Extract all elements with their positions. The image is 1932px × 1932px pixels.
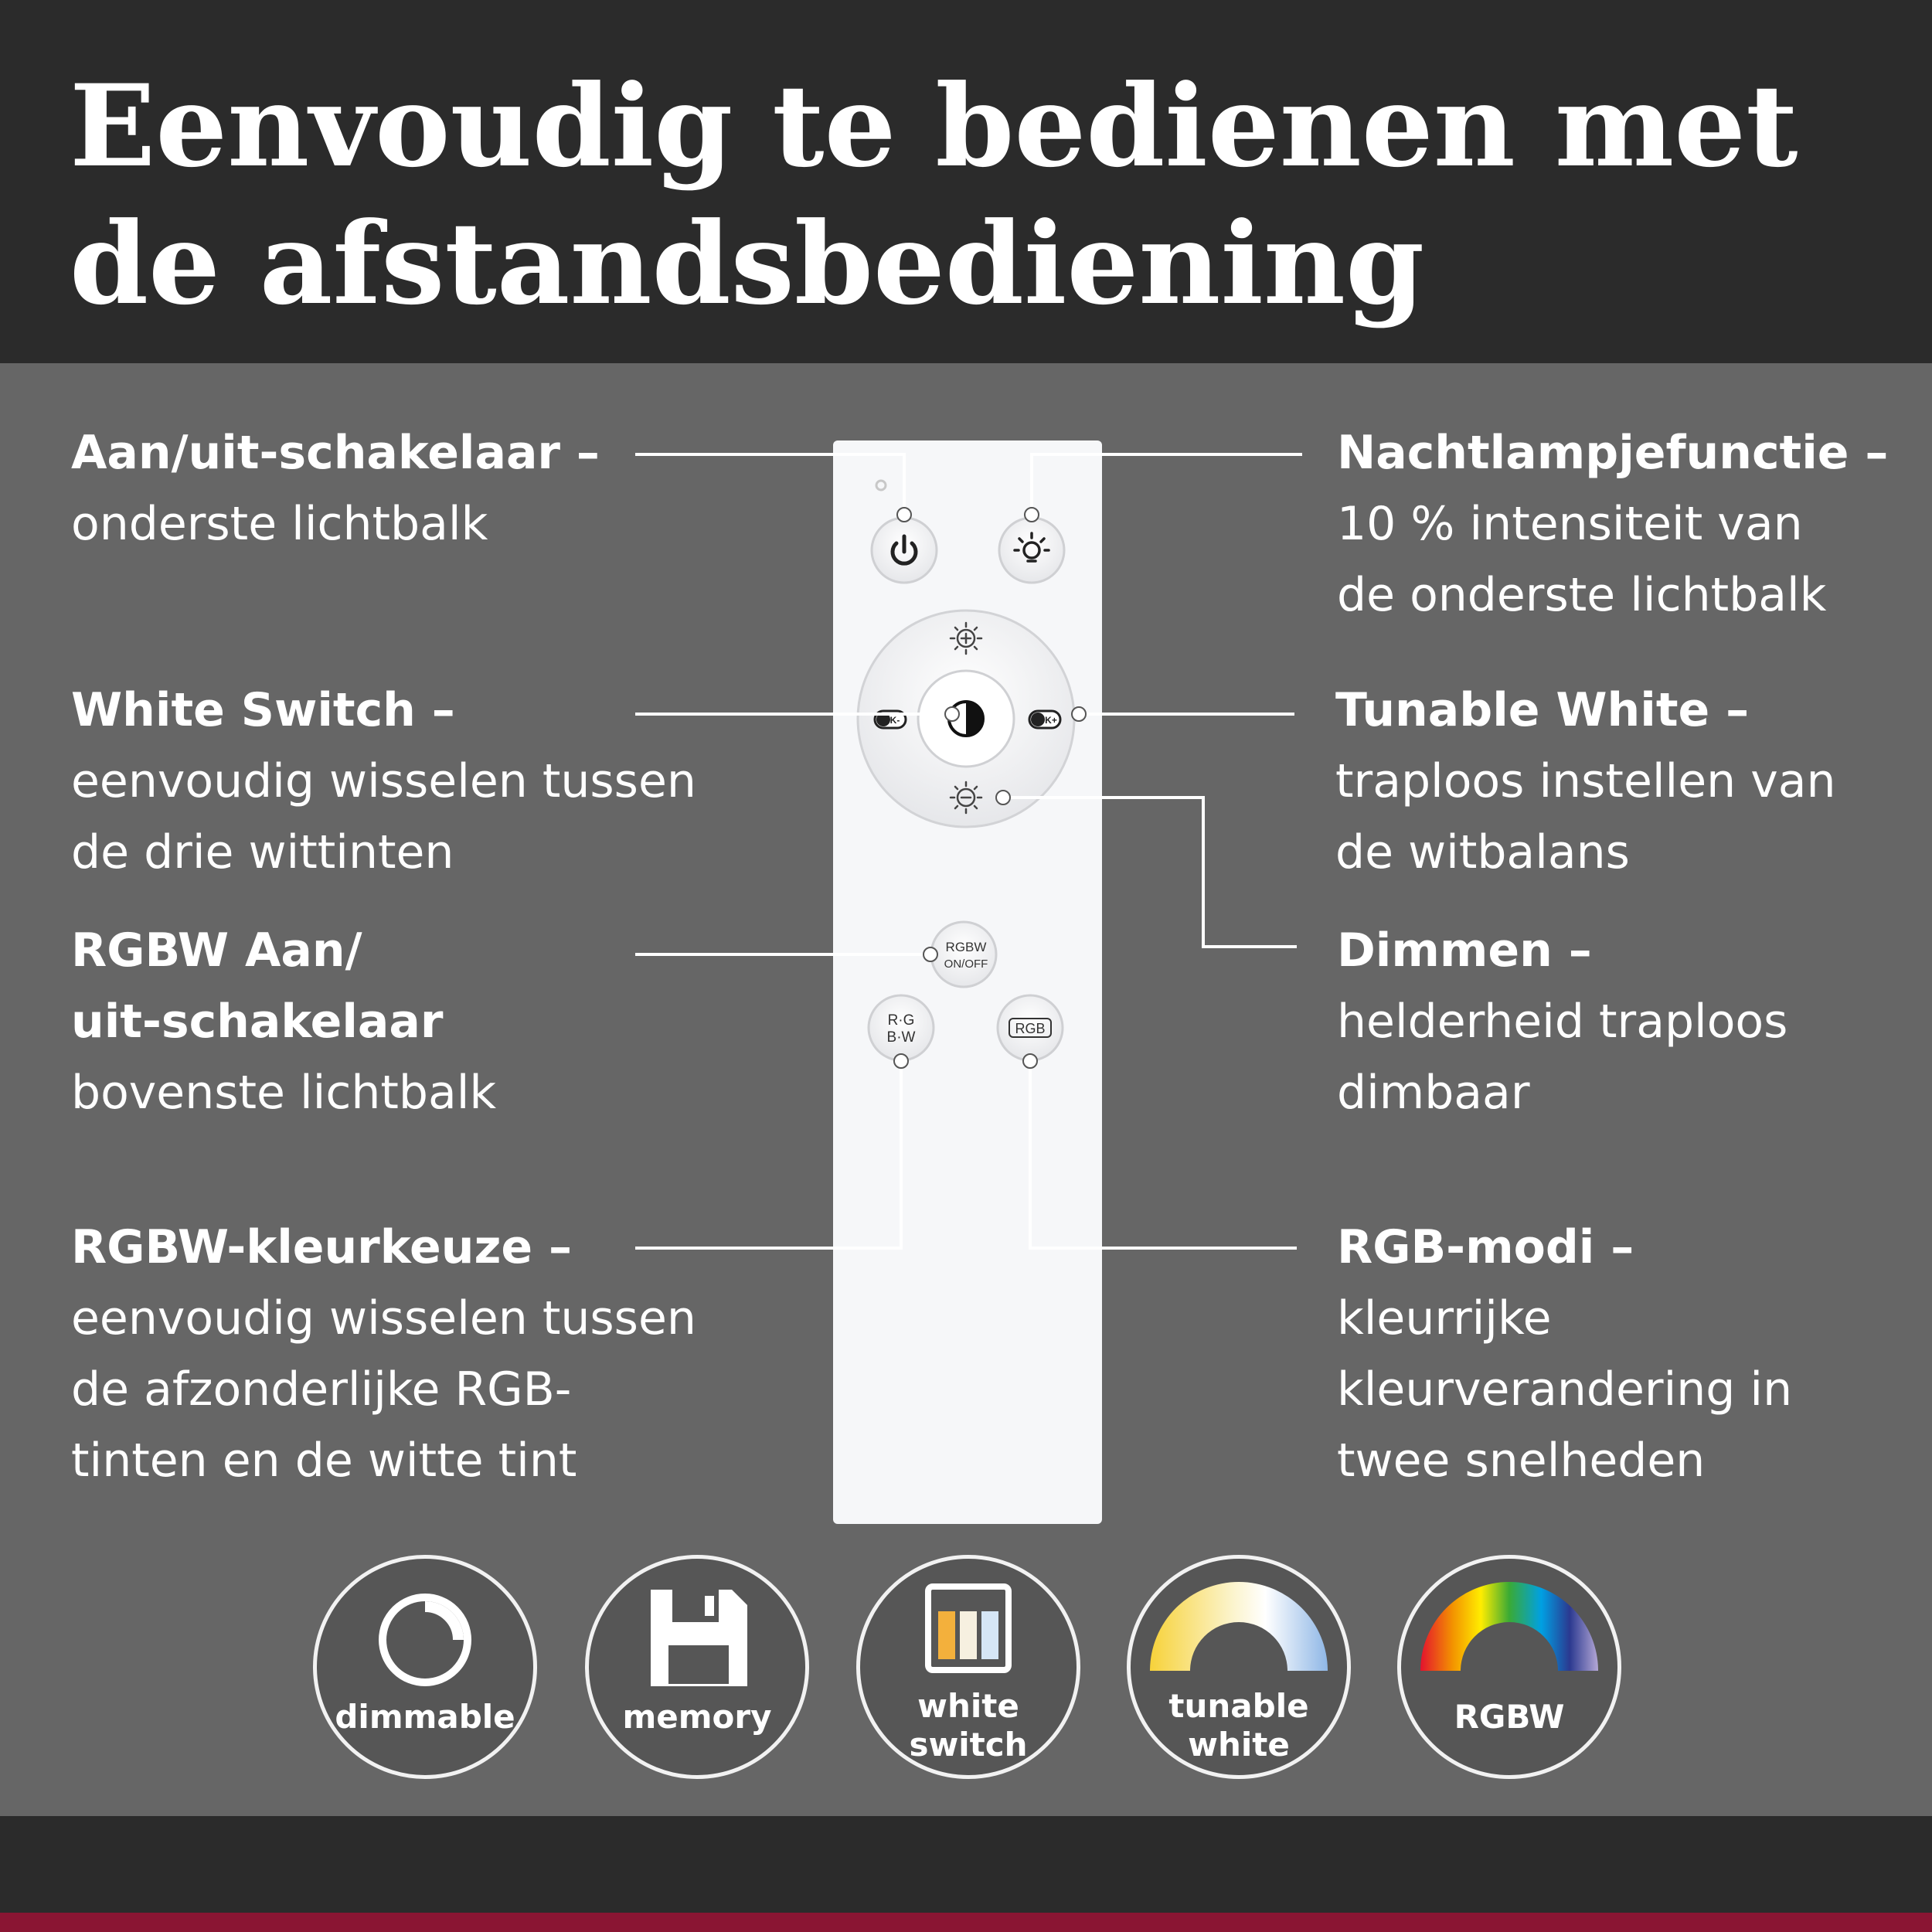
rgbw-color-label-bottom: B·W [886, 1029, 916, 1046]
leader-night [1032, 454, 1302, 515]
callout-tunable-desc: traploos instellen van de witbalans [1335, 754, 1836, 879]
badge-memory [585, 1555, 809, 1779]
callout-tunable-title: Tunable White – [1335, 683, 1750, 737]
callout-white-switch-desc: eenvoudig wisselen tussen de drie wittinten [71, 754, 696, 879]
leader-rgbw-color [635, 1061, 901, 1248]
rgbw-color-button[interactable] [869, 995, 934, 1060]
callout-rgb-modi-title: RGB-modi – [1337, 1220, 1634, 1274]
rgbw-onoff-label-top: RGBW [945, 940, 987, 954]
rgbw-rainbow-arc-icon [1401, 1559, 1617, 1775]
brightness-up-button[interactable] [951, 623, 981, 654]
leader-rgb-modi [1030, 1061, 1297, 1248]
callout-night-desc: 10 % intensiteit van de onderste lichtbalk [1337, 497, 1827, 622]
rgbw-color-label-top: R·G [887, 1012, 915, 1029]
leader-dimmen [1003, 798, 1297, 947]
callout-night-title: Nachtlampjefunctie – [1337, 426, 1889, 480]
leader-power [635, 454, 904, 515]
rgbw-onoff-label-bottom: ON/OFF [944, 957, 988, 971]
callout-dimmen-desc: helderheid traploos dimbaar [1337, 995, 1788, 1120]
badge-rgbw-label: RGBW [1454, 1698, 1565, 1736]
page-title: Eenvoudig te bedienen met de afstandsbediening [70, 60, 1798, 330]
badge-memory-label: memory [622, 1698, 772, 1736]
callout-rgbw-onoff-desc: bovenste lichtbalk [71, 1066, 497, 1120]
callout-dimmen-title: Dimmen – [1337, 923, 1592, 978]
callout-rgb-modi-desc: kleurrijke kleurverandering in twee snelheden [1337, 1291, 1793, 1488]
callout-rgbw-color-title: RGBW-kleurkeuze – [71, 1220, 572, 1274]
callout-rgbw-color-desc: eenvoudig wisselen tussen de afzonderlijke RGB- tinten en de witte tint [71, 1291, 696, 1488]
callout-power-desc: onderste lichtbalk [71, 497, 488, 551]
floppy-disk-icon [589, 1559, 805, 1775]
night-light-button[interactable] [999, 518, 1064, 583]
kelvin-plus-button[interactable] [1029, 711, 1060, 728]
rgbw-onoff-button[interactable] [931, 922, 996, 987]
footer-bar [0, 1816, 1932, 1913]
badge-tunable-white [1127, 1555, 1351, 1779]
indicator-led [876, 481, 886, 490]
footer-accent-stripe [0, 1913, 1932, 1932]
callout-power-title: Aan/uit-schakelaar – [71, 426, 600, 480]
badge-white-switch-label: white switch [909, 1687, 1028, 1764]
badge-dimmable [313, 1555, 537, 1779]
kelvin-minus-label: K- [889, 715, 900, 726]
badge-dimmable-label: dimmable [335, 1698, 515, 1736]
rgb-mode-label: RGB [1015, 1021, 1046, 1036]
badge-rgbw [1397, 1555, 1621, 1779]
badge-white-switch [856, 1555, 1080, 1779]
callout-white-switch-title: White Switch – [71, 683, 455, 737]
power-button[interactable] [872, 518, 937, 583]
dimmer-icon [317, 1559, 533, 1775]
rgb-mode-button[interactable] [998, 995, 1063, 1060]
callout-rgbw-onoff-title: RGBW Aan/ uit-schakelaar [71, 923, 444, 1049]
badge-tunable-white-label: tunable white [1168, 1687, 1309, 1764]
brightness-down-button[interactable] [951, 782, 981, 813]
sun-plus-icon [951, 623, 981, 654]
kelvin-plus-label: K+ [1045, 715, 1057, 726]
sun-minus-icon [951, 782, 981, 813]
leader-lines [635, 454, 1302, 1248]
